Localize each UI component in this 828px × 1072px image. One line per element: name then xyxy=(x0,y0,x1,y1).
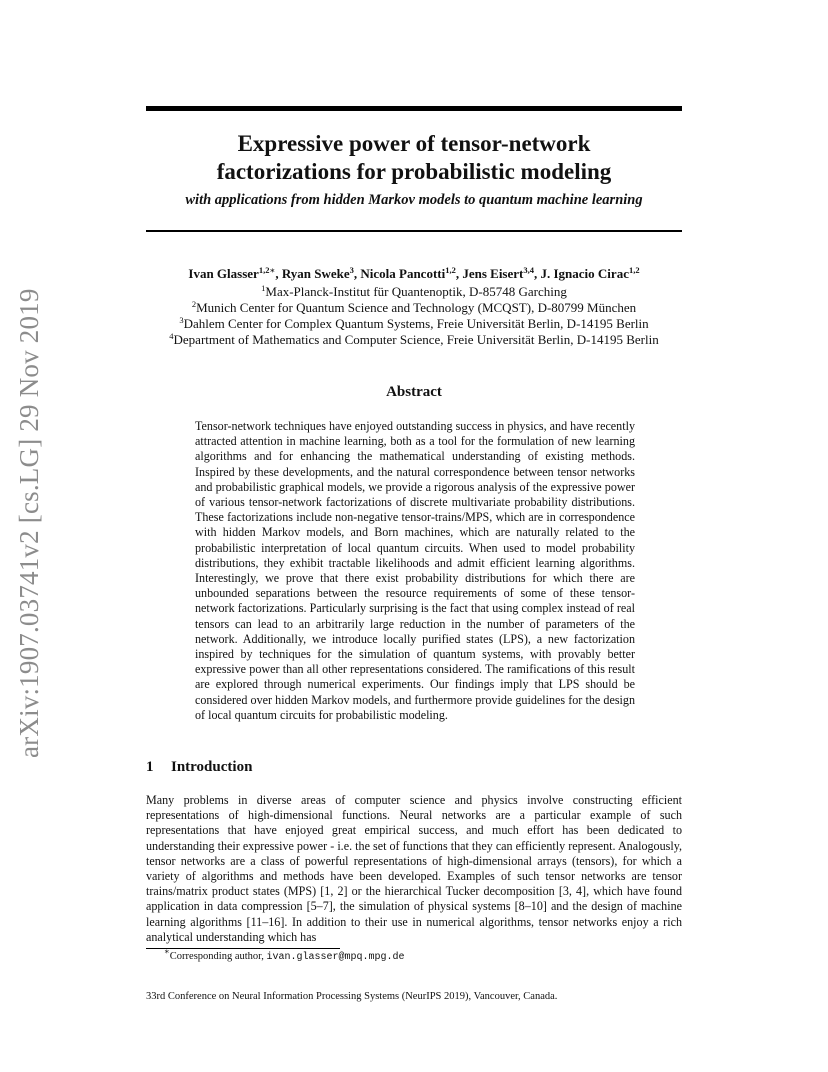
author-separator: , xyxy=(353,266,361,281)
author-name: J. Ignacio Cirac xyxy=(540,266,629,281)
author-separator: , xyxy=(455,266,463,281)
affiliation-text: Dahlem Center for Complex Quantum Systems, Freie Universität Berlin, D-14195 Berlin xyxy=(183,316,649,331)
author-name: Nicola Pancotti xyxy=(360,266,446,281)
author-affiliation-mark: 3,4 xyxy=(523,265,534,275)
section-title: Introduction xyxy=(171,759,253,775)
paper-subtitle: with applications from hidden Markov models to quantum machine learning xyxy=(185,192,643,208)
affiliation-text: Department of Mathematics and Computer Science, Freie Universität Berlin, D-14195 Berlin xyxy=(173,332,659,347)
author-affiliation-mark: 1,2 xyxy=(628,265,640,275)
author-affiliation-mark: 1,2 xyxy=(445,265,456,275)
author-affiliation-mark: 3 xyxy=(349,265,354,275)
author-name: Jens Eisert xyxy=(462,266,524,281)
corresponding-email: ivan.glasser@mpq.mpg.de xyxy=(266,952,405,963)
affiliation-mark: 4 xyxy=(169,331,174,341)
affiliation-item xyxy=(146,284,682,300)
abstract-text: Tensor-network techniques have enjoyed outstanding success in physics, and have recently attracted attention in machine learning, both as a tool for the formulation of new learning algorithms and for enhancing the mathematical understanding of existing methods. Inspired by these developments, and the natural correspondence between tensor networks and probabilistic graphical models, we provide a rigorous analysis of the expressive power of various tensor-network factorizations of discrete multivariate probability distributions. These factorizations include non-negative tensor-trains/MPS, which are in correspondence with hidden Markov models, and Born machines, which are naturally related to the probabilistic interpretation of local quantum circuits. When used to model probability distributions, they exhibit tractable likelihoods and admit efficient learning algorithms. Interestingly, we prove that there exist probability distributions for which there are unbounded separations between the resource requirements of some of these tensor-network factorizations. Particularly surprising is the fact that using complex instead of real tensors can lead to an arbitrarily large reduction in the number of parameters of the network. Additionally, we introduce locally purified states (LPS), a new factorization inspired by techniques for the simulation of quantum systems, with provably better expressive power than all other representations considered. The ramifications of this result are explored through numerical experiments. Our findings imply that LPS should be considered over hidden Markov models, and furthermore provide guidelines for the design of local quantum circuits for probabilistic modeling. xyxy=(195,419,635,722)
author-separator: , xyxy=(275,266,282,281)
affiliation-text: Munich Center for Quantum Science and Technology (MCQST), D-80799 München xyxy=(196,300,637,315)
footnote-rule xyxy=(146,948,340,949)
title-bottom-rule xyxy=(146,230,682,232)
title-line-2: factorizations for probabilistic modeling xyxy=(216,159,612,184)
affiliation-mark: 2 xyxy=(191,299,197,309)
footnote xyxy=(164,946,405,963)
footnote-mark: ∗ xyxy=(164,946,170,956)
venue-note: 33rd Conference on Neural Information Processing Systems (NeurIPS 2019), Vancouver, Canada. xyxy=(146,991,558,1002)
title-line-1: Expressive power of tensor-network xyxy=(237,131,591,156)
paper-title xyxy=(146,130,682,186)
abstract-heading: Abstract xyxy=(386,384,442,400)
author-name: Ryan Sweke xyxy=(281,266,350,281)
affiliation-item xyxy=(146,316,682,332)
author-list xyxy=(146,266,682,282)
arxiv-identifier: arXiv:1907.03741v2 [cs.LG] 29 Nov 2019 xyxy=(14,288,44,758)
author-affiliation-mark: 1,2∗ xyxy=(258,265,276,275)
affiliation-mark: 1 xyxy=(261,283,266,293)
footnote-text: Corresponding author, xyxy=(169,951,267,962)
title-top-rule xyxy=(146,106,682,111)
author-separator: , xyxy=(534,266,541,281)
author-name: Ivan Glasser xyxy=(188,266,259,281)
introduction-text: Many problems in diverse areas of computer science and physics involve constructing efficient representations of high-dimensional functions. Neural networks are a particular example of such representations that have enjoyed great empirical success, and much effort has been dedicated to understanding their expressive power - i.e. the set of functions that they can efficiently represent. Analogously, tensor networks are a class of powerful representations of high-dimensional arrays (tensors), for which a variety of algorithms and methods have been developed. Examples of such tensor networks are tensor trains/matrix product states (MPS) [1, 2] or the hierarchical Tucker decomposition [3, 4], which have found application in data compression [5–7], the simulation of physical systems [8–10] and the design of machine learning algorithms [11–16]. In addition to their use in numerical algorithms, tensor networks enjoy a rich analytical understanding which has xyxy=(146,793,682,944)
section-heading-introduction xyxy=(146,759,252,776)
affiliation-item xyxy=(146,300,682,316)
section-number: 1 xyxy=(146,759,154,775)
affiliation-item xyxy=(146,332,682,348)
affiliation-mark: 3 xyxy=(179,315,184,325)
affiliation-list xyxy=(146,284,682,348)
affiliation-text: Max-Planck-Institut für Quantenoptik, D-85748 Garching xyxy=(265,284,567,299)
